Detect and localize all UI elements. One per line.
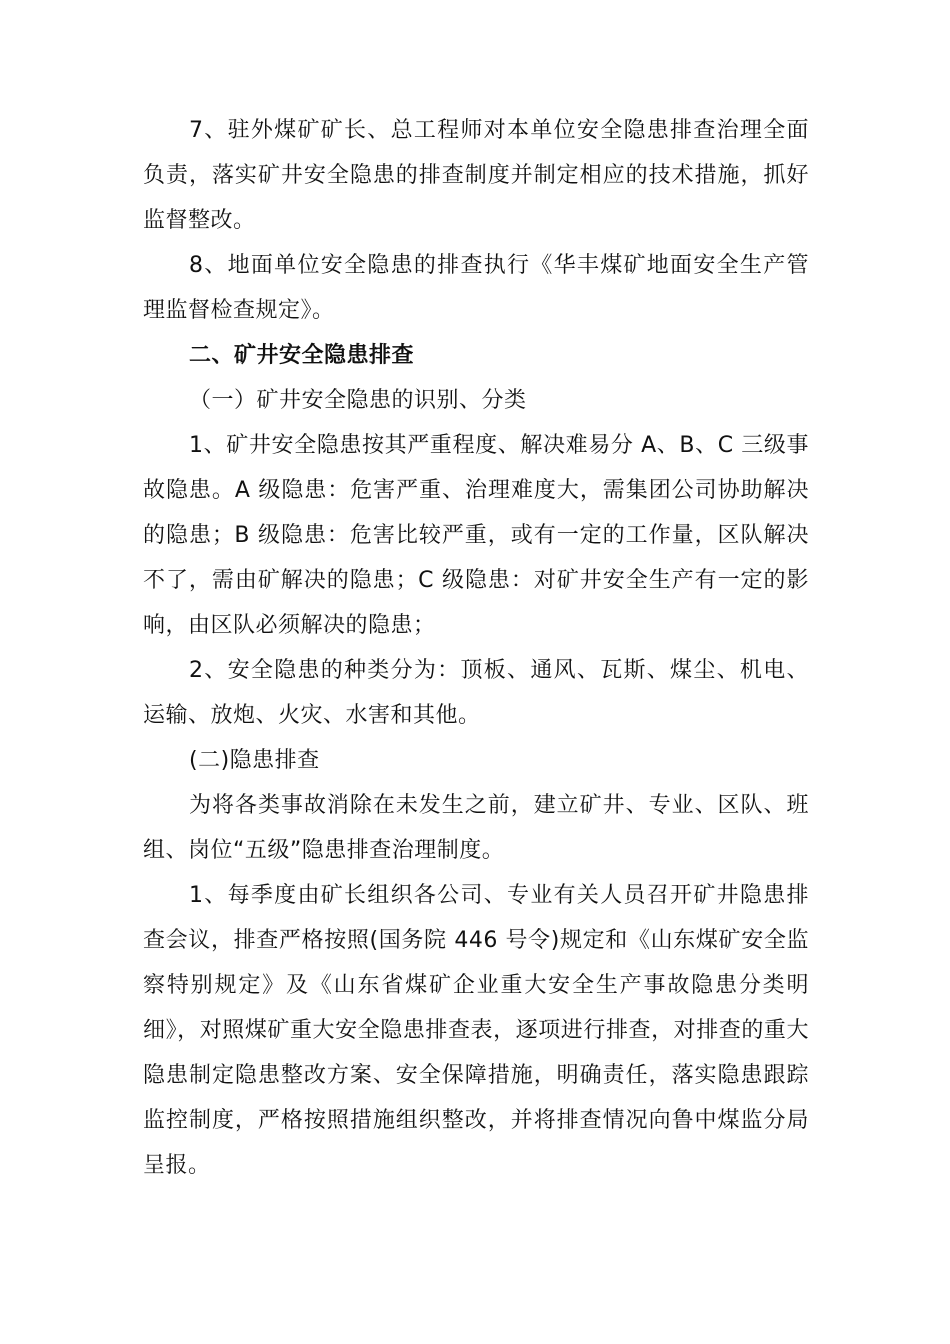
section-heading: 二、矿井安全隐患排查 xyxy=(189,343,415,368)
subsection-heading-2: (二)隐患排查 xyxy=(189,748,320,773)
subsection-heading-1: （一）矿井安全隐患的识别、分类 xyxy=(189,388,527,413)
paragraph-quarterly-inspection: 1、每季度由矿长组织各公司、专业有关人员召开矿井隐患排查会议，排查严格按照(国务院 446 号令)规定和《山东煤矿安全监察特别规定》及《山东省煤矿企业重大安全生产事故隐患分类明细》，对照煤矿重大安全隐患排查表，逐项进行排查，对排查的重大隐患制定隐患整改方案、安全保障措施，明确责任，落实隐患跟踪监控制度，严格按照措施组织整改，并将排查情况向鲁中煤监分局呈报。 xyxy=(143,883,809,1178)
paragraph-five-level-system: 为将各类事故消除在未发生之前，建立矿井、专业、区队、班组、岗位“五级”隐患排查治理制度。 xyxy=(143,793,809,863)
paragraph-hazard-types: 2、安全隐患的种类分为：顶板、通风、瓦斯、煤尘、机电、运输、放炮、火灾、水害和其他。 xyxy=(143,658,809,728)
paragraph-item-7: 7、驻外煤矿矿长、总工程师对本单位安全隐患排查治理全面负责，落实矿井安全隐患的排查制度并制定相应的技术措施，抓好监督整改。 xyxy=(143,118,809,233)
paragraph-item-8: 8、地面单位安全隐患的排查执行《华丰煤矿地面安全生产管理监督检查规定》。 xyxy=(143,253,809,323)
document-body xyxy=(143,108,809,1188)
paragraph-hazard-grades: 1、矿井安全隐患按其严重程度、解决难易分 A、B、C 三级事故隐患。A 级隐患：危害严重、治理难度大，需集团公司协助解决的隐患；B 级隐患：危害比较严重，或有一定的工作量，区队解决不了，需由矿解决的隐患；C 级隐患：对矿井安全生产有一定的影响，由区队必须解决的隐患； xyxy=(143,433,809,638)
